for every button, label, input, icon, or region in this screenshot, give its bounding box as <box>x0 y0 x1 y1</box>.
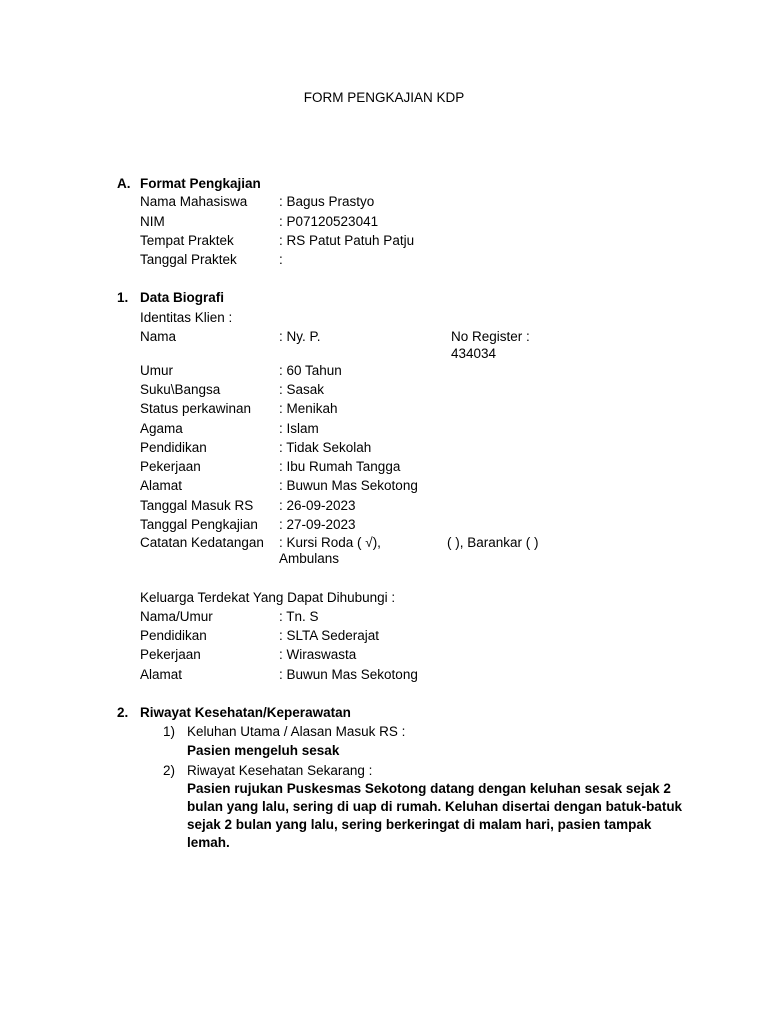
list-item-text: Pasien mengeluh sesak <box>187 743 340 758</box>
field-value: : Tn. S <box>279 609 319 624</box>
section-1-heading: Data Biografi <box>140 290 225 305</box>
field-value: : Tidak Sekolah <box>279 440 372 455</box>
field-value: : P07120523041 <box>279 214 379 229</box>
list-marker: 2) <box>163 763 176 778</box>
field-value: : Ny. P. <box>279 329 321 344</box>
kedatangan-label: Catatan Kedatangan <box>140 535 264 550</box>
register-label: No Register : <box>451 329 530 344</box>
kedatangan-value-ambulans: Ambulans <box>279 551 340 566</box>
field-label: Nama/Umur <box>140 609 213 624</box>
field-value: : Buwun Mas Sekotong <box>279 478 418 493</box>
field-label: Tempat Praktek <box>140 233 234 248</box>
register-value: 434034 <box>451 346 497 361</box>
field-label: Pekerjaan <box>140 647 201 662</box>
field-value: : Wiraswasta <box>279 647 357 662</box>
field-value: : 60 Tahun <box>279 363 342 378</box>
field-label: Pendidikan <box>140 628 207 643</box>
list-item-label: Keluhan Utama / Alasan Masuk RS : <box>187 724 406 739</box>
field-value: : RS Patut Patuh Patju <box>279 233 415 248</box>
kedatangan-value-barankar: ( ), Barankar ( ) <box>447 535 539 550</box>
field-value: : <box>279 252 283 267</box>
field-label: Nama <box>140 329 177 344</box>
field-label: Alamat <box>140 478 183 493</box>
form-title: FORM PENGKAJIAN KDP <box>303 90 465 105</box>
field-value: : 26-09-2023 <box>279 498 356 513</box>
field-label: Tanggal Pengkajian <box>140 517 258 532</box>
section-2-heading: Riwayat Kesehatan/Keperawatan <box>140 705 351 720</box>
section-1-marker: 1. <box>117 290 129 305</box>
list-item-text: Pasien rujukan Puskesmas Sekotong datang dengan keluhan sesak sejak 2 <box>187 781 671 796</box>
kedatangan-value: : Kursi Roda ( √), <box>279 535 381 550</box>
field-label: Pekerjaan <box>140 459 201 474</box>
field-label: Umur <box>140 363 173 378</box>
field-label: Alamat <box>140 667 183 682</box>
field-label: Pendidikan <box>140 440 207 455</box>
field-value: : Ibu Rumah Tangga <box>279 459 401 474</box>
list-item-text: sejak 2 bulan yang lalu, sering berkeringat di malam hari, pasien tampak <box>187 817 652 832</box>
field-value: : Menikah <box>279 401 338 416</box>
field-value: : Buwun Mas Sekotong <box>279 667 418 682</box>
list-marker: 1) <box>163 724 176 739</box>
field-value: : Sasak <box>279 382 325 397</box>
keluarga-heading: Keluarga Terdekat Yang Dapat Dihubungi : <box>140 590 396 605</box>
field-label: Suku\Bangsa <box>140 382 221 397</box>
list-item-text: bulan yang lalu, sering di uap di rumah. Keluhan disertai dengan batuk-batuk <box>187 799 683 814</box>
list-item-label: Riwayat Kesehatan Sekarang : <box>187 763 373 778</box>
field-label: Agama <box>140 421 183 436</box>
identitas-label: Identitas Klien : <box>140 310 233 325</box>
field-value: : 27-09-2023 <box>279 517 356 532</box>
field-label: Tanggal Praktek <box>140 252 237 267</box>
field-value: : SLTA Sederajat <box>279 628 380 643</box>
list-item-text: lemah. <box>187 835 230 850</box>
field-label: Nama Mahasiswa <box>140 194 248 209</box>
field-label: NIM <box>140 214 165 229</box>
field-value: : Bagus Prastyo <box>279 194 375 209</box>
field-label: Status perkawinan <box>140 401 252 416</box>
field-value: : Islam <box>279 421 319 436</box>
section-a-marker: A. <box>117 176 131 191</box>
field-label: Tanggal Masuk RS <box>140 498 254 513</box>
section-a-heading: Format Pengkajian <box>140 176 261 191</box>
section-2-marker: 2. <box>117 705 129 720</box>
